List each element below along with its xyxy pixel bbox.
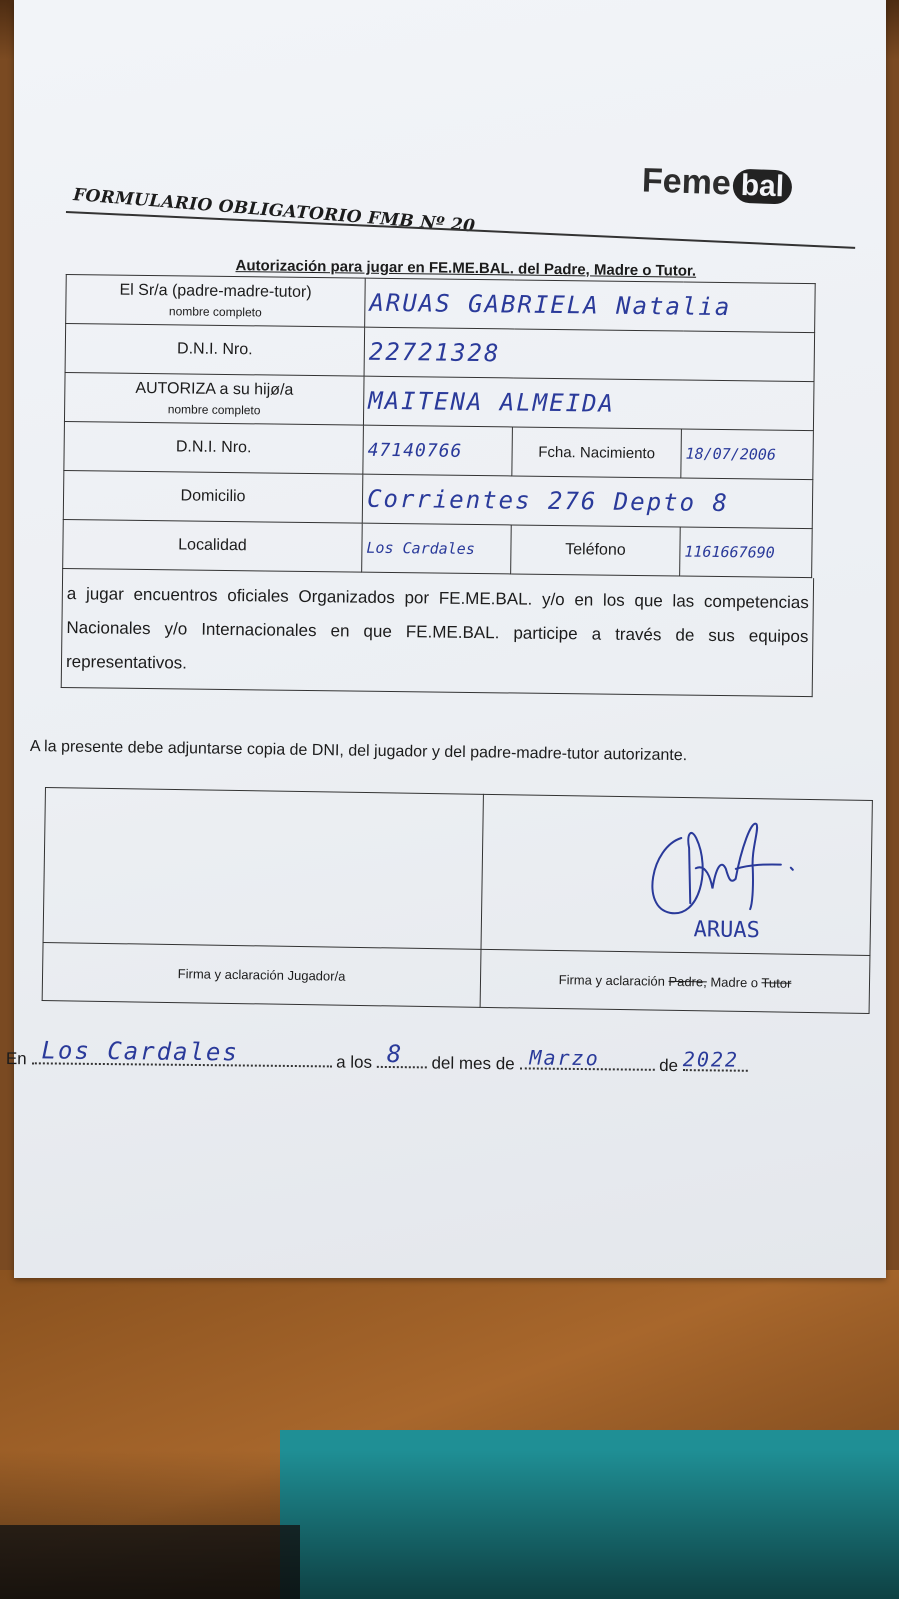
address: Corrientes 276 Depto 8 xyxy=(366,484,730,518)
birth-date-field[interactable] xyxy=(681,429,814,480)
parent-label-tutor: Tutor xyxy=(761,975,792,991)
a-los-label: a los xyxy=(336,1052,373,1072)
femebal-logo xyxy=(641,161,792,205)
child-label-cell xyxy=(64,372,364,425)
city-field[interactable] xyxy=(362,523,512,574)
parent-label-cell xyxy=(66,275,366,328)
player-signature-box[interactable] xyxy=(43,788,483,950)
address-field[interactable] xyxy=(362,474,813,528)
parent-signature-box[interactable] xyxy=(481,794,872,955)
phone-label: Teléfono xyxy=(511,525,681,576)
form-subtitle: Autorización para jugar en FE.ME.BAL. del Padre, Madre o Tutor. xyxy=(235,257,697,280)
year: 2022 xyxy=(682,1047,740,1072)
child-dni: 47140766 xyxy=(367,439,463,462)
parent-label: El Sr/a (padre-madre-tutor) xyxy=(119,281,312,302)
address-label: Domicilio xyxy=(63,470,363,523)
place: Los Cardales xyxy=(41,1036,240,1067)
parent-name-field[interactable] xyxy=(365,278,816,332)
phone-field[interactable] xyxy=(680,527,813,578)
authorization-form xyxy=(61,255,826,697)
parent-label-mid: Madre o xyxy=(706,974,762,991)
logo-text: Feme xyxy=(641,161,732,203)
city-label: Localidad xyxy=(63,519,363,572)
city: Los Cardales xyxy=(366,538,475,558)
attachment-note: A la presente debe adjuntarse copia de DNI, del jugador y del padre-madre-tutor autorizante. xyxy=(29,738,688,765)
day-field[interactable] xyxy=(377,1039,427,1069)
form-title: FORMULARIO OBLIGATORIO FMB Nº 20 xyxy=(72,185,476,237)
child-name-field[interactable] xyxy=(363,376,814,430)
mes-label: del mes de xyxy=(431,1053,515,1074)
day: 8 xyxy=(386,1039,404,1069)
birth-label: Fcha. Nacimiento xyxy=(512,427,682,478)
en-label: En xyxy=(5,1049,27,1069)
parent-dni-field[interactable] xyxy=(364,327,815,381)
parent-dni-label: D.N.I. Nro. xyxy=(65,324,365,377)
parent-label-padre: Padre, xyxy=(668,973,707,990)
child-sublabel: nombre completo xyxy=(167,402,261,418)
de-label: de xyxy=(659,1055,679,1076)
signature-table xyxy=(42,787,873,1014)
phone: 1161667690 xyxy=(684,542,775,562)
parent-dni: 22721328 xyxy=(368,337,501,368)
shadow xyxy=(0,1450,899,1599)
signature-mark xyxy=(640,807,812,930)
place-field[interactable] xyxy=(31,1036,331,1067)
player-signature-label: Firma y aclaración Jugador/a xyxy=(42,942,481,1007)
signature-section xyxy=(42,787,875,1014)
birth-date: 18/07/2006 xyxy=(685,444,777,464)
parent-label-prefix: Firma y aclaración xyxy=(558,972,669,989)
parent-signature-label xyxy=(480,949,870,1013)
authorization-table xyxy=(62,274,816,578)
year-field[interactable] xyxy=(682,1047,748,1072)
parent-name: ARUAS GABRIELA Natalia xyxy=(369,288,732,322)
month-field[interactable] xyxy=(519,1045,654,1071)
child-name: MAITENA ALMEIDA xyxy=(368,386,616,418)
logo-pill: bal xyxy=(732,169,793,205)
authorization-paragraph: a jugar encuentros oficiales Organizados por FE.ME.BAL. y/o en los que las competencias Nacionales y/o Internacionales en que FE.ME.BAL. participe a través de sus equipos representativos. xyxy=(61,569,814,697)
parent-sublabel: nombre completo xyxy=(168,304,262,320)
parent-clarification: ARUAS xyxy=(693,917,761,944)
month: Marzo xyxy=(529,1045,600,1071)
child-dni-label: D.N.I. Nro. xyxy=(64,421,364,474)
child-label: AUTORIZA a su hijø/a xyxy=(135,379,294,399)
child-dni-field[interactable] xyxy=(363,425,513,476)
